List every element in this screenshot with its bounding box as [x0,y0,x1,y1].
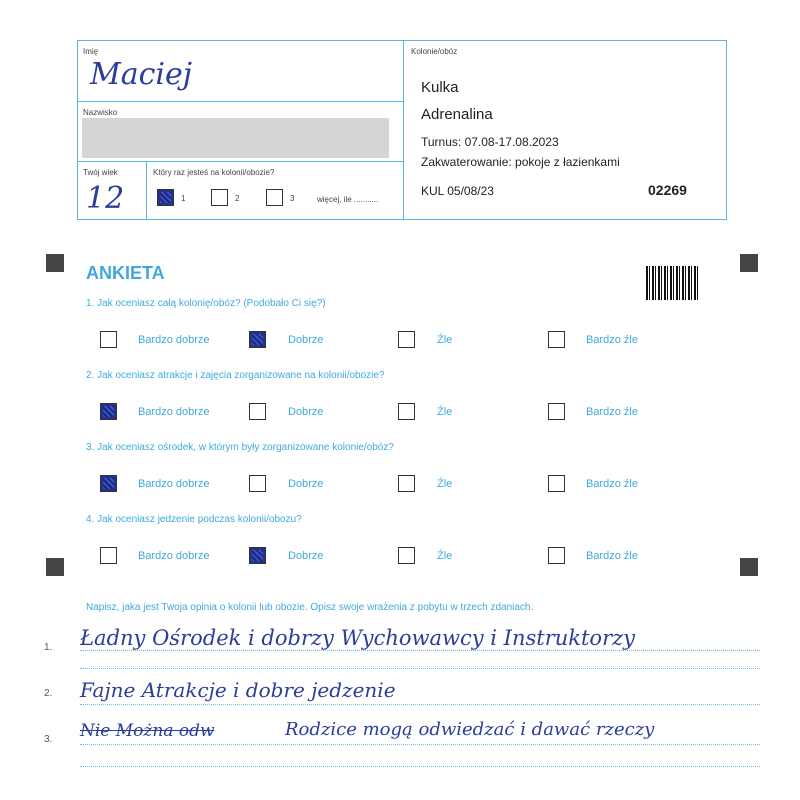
visit-2-checkbox[interactable] [211,189,228,206]
option-label: Źle [437,334,453,346]
line-number: 2. [44,688,53,699]
opinion-answer-3[interactable]: Rodzice mogą odwiedzać i dawać rzeczy [285,719,655,740]
option-label: Dobrze [288,406,324,418]
divider [78,161,403,162]
answer-line [80,704,760,705]
divider [403,41,404,220]
option-label: Dobrze [288,550,324,562]
answer-line [80,668,760,669]
q4-bardzo-dobrze-checkbox[interactable] [100,547,117,564]
q4-dobrze-checkbox[interactable] [249,547,266,564]
option-label: Bardzo źle [586,550,638,562]
q4-bardzo-zle-checkbox[interactable] [548,547,565,564]
opinion-answer-2[interactable]: Fajne Atrakcje i dobre jedzenie [80,678,396,702]
turnus: Turnus: 07.08-17.08.2023 [421,135,559,149]
option-label: Dobrze [288,334,324,346]
ktory-raz-label: Który raz jesteś na kolonii/obozie? [153,168,275,177]
registration-marker [740,558,758,576]
option-label: Bardzo źle [586,334,638,346]
divider [78,101,403,102]
q1-bardzo-zle-checkbox[interactable] [548,331,565,348]
zakwaterowanie: Zakwaterowanie: pokoje z łazienkami [421,155,620,169]
q3-bardzo-zle-checkbox[interactable] [548,475,565,492]
barcode [646,266,700,300]
visit-1-label: 1 [181,194,186,203]
question-2: 2. Jak oceniasz atrakcje i zajęcia zorganizowane na kolonii/obozie? [86,370,385,381]
kolonie-label: Kolonie/obóz [411,47,458,56]
form-number: 02269 [648,182,687,198]
registration-marker [46,254,64,272]
option-label: Dobrze [288,478,324,490]
divider [146,161,147,220]
camp-code: KUL 05/08/23 [421,184,494,198]
imie-value[interactable]: Maciej [90,57,193,92]
imie-label: Imię [83,47,99,56]
option-label: Bardzo dobrze [138,406,210,418]
camp-name: Kulka [421,79,459,96]
option-label: Źle [437,406,453,418]
q4-zle-checkbox[interactable] [398,547,415,564]
wiek-label: Twój wiek [83,168,118,177]
q3-zle-checkbox[interactable] [398,475,415,492]
answer-line [80,744,760,745]
line-number: 3. [44,734,53,745]
camp-program: Adrenalina [421,106,493,123]
q2-dobrze-checkbox[interactable] [249,403,266,420]
opinion-prompt: Napisz, jaka jest Twoja opinia o kolonii lub obozie. Opisz swoje wrażenia z pobytu w trzech zdaniach. [86,602,534,613]
answer-line [80,766,760,767]
option-label: Źle [437,550,453,562]
question-4: 4. Jak oceniasz jedzenie podczas kolonii/obozu? [86,514,302,525]
question-1: 1. Jak oceniasz całą kolonię/obóz? (Podobało Ci się?) [86,298,326,309]
header-form [77,40,727,220]
visit-2-label: 2 [235,194,240,203]
line-number: 1. [44,642,53,653]
q1-bardzo-dobrze-checkbox[interactable] [100,331,117,348]
nazwisko-label: Nazwisko [83,108,118,117]
q3-bardzo-dobrze-checkbox[interactable] [100,475,117,492]
option-label: Bardzo źle [586,406,638,418]
q3-dobrze-checkbox[interactable] [249,475,266,492]
wiek-value[interactable]: 12 [86,181,125,216]
opinion-answer-1[interactable]: Ładny Ośrodek i dobrzy Wychowawcy i Instruktorzy [80,626,636,650]
registration-marker [46,558,64,576]
struck-text: Nie Można odw [80,721,215,741]
q2-bardzo-zle-checkbox[interactable] [548,403,565,420]
answer-line [80,650,760,651]
q2-zle-checkbox[interactable] [398,403,415,420]
option-label: Bardzo źle [586,478,638,490]
survey-title: ANKIETA [86,263,165,283]
option-label: Źle [437,478,453,490]
q1-zle-checkbox[interactable] [398,331,415,348]
question-3: 3. Jak oceniasz ośrodek, w którym były zorganizowane kolonie/obóz? [86,442,394,453]
visit-3-checkbox[interactable] [266,189,283,206]
redacted-surname [82,118,389,158]
option-label: Bardzo dobrze [138,478,210,490]
visit-3-label: 3 [290,194,295,203]
visit-more-label: więcej, ile ........... [317,195,379,204]
q2-bardzo-dobrze-checkbox[interactable] [100,403,117,420]
option-label: Bardzo dobrze [138,334,210,346]
registration-marker [740,254,758,272]
visit-1-checkbox[interactable] [157,189,174,206]
q1-dobrze-checkbox[interactable] [249,331,266,348]
option-label: Bardzo dobrze [138,550,210,562]
